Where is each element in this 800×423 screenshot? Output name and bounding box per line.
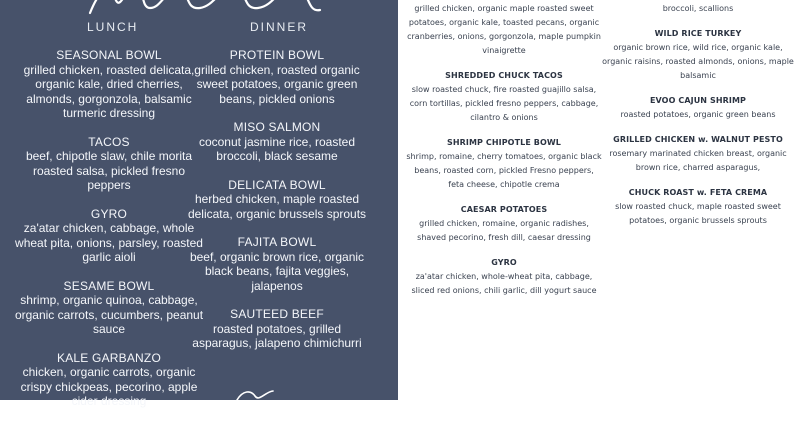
menu-item: [14, 135, 204, 193]
menu-item: [600, 188, 796, 228]
item-name: CHUCK ROAST w. FETA CREMA: [628, 188, 768, 197]
item-description: slow roasted chuck, maple roasted sweet potatoes, organic brussels sprouts: [615, 202, 781, 225]
item-description: grilled chicken, roasted organic sweet potatoes, organic green beans, pickled onions: [194, 62, 360, 106]
menu-item: [600, 96, 796, 122]
right-column-b: [600, 2, 796, 241]
lunch-column: [14, 48, 204, 423]
item-name: SESAME BOWL: [63, 278, 155, 293]
menu-item: [14, 351, 204, 409]
item-description: za'atar chicken, cabbage, whole wheat pita, onions, parsley, roasted garlic aioli: [15, 221, 203, 264]
item-name: TACOS: [88, 134, 130, 149]
item-name: DELICATA BOWL: [228, 177, 326, 192]
item-description: grilled chicken, roasted delicata, organic kale, dried cherries, almonds, gorgonzola, balsamic turmeric dressing: [23, 62, 195, 120]
menu-item: [182, 307, 372, 351]
item-name: CAESAR POTATOES: [460, 205, 548, 214]
menu-script-logo: [70, 0, 350, 18]
item-description: herbed chicken, maple roasted delicata, organic brussels sprouts: [187, 192, 367, 221]
dark-menu-panel: [0, 0, 398, 408]
menu-script-lettering-graphic: [70, 0, 350, 18]
item-description: roasted potatoes, organic green beans: [620, 110, 776, 119]
menu-item: [406, 258, 602, 298]
item-description: beef, organic brown rice, organic black beans, fajita veggies, jalapenos: [189, 249, 365, 293]
menu-item: [182, 120, 372, 164]
item-name: EVOO CAJUN SHRIMP: [649, 96, 747, 105]
menu-item: [406, 138, 602, 192]
script-flourish-graphic: [235, 388, 275, 402]
item-name: GYRO: [491, 258, 517, 267]
menu-item: [182, 178, 372, 222]
right-column-a: [406, 2, 602, 311]
item-description: roasted potatoes, grilled asparagus, jalapeno chimichurri: [192, 321, 362, 350]
item-description: rosemary marinated chicken breast, organic brown rice, charred asparagus,: [609, 149, 787, 172]
item-name: GYRO: [90, 206, 128, 221]
item-name: WILD RICE TURKEY: [654, 29, 742, 38]
item-description: organic brown rice, wild rice, organic kale, organic raisins, roasted almonds, onions, maple balsamic: [602, 43, 794, 80]
menu-item: [14, 279, 204, 337]
menu-item: [14, 207, 204, 265]
item-name: PROTEIN BOWL: [229, 48, 325, 62]
menu-item: [182, 48, 372, 106]
item-name: GRILLED CHICKEN w. WALNUT PESTO: [613, 135, 783, 144]
menu-item: [406, 2, 602, 58]
item-description: chicken, organic carrots, organic crispy chickpeas, pecorino, apple cider dressing: [20, 365, 198, 408]
menu-item: [406, 205, 602, 245]
item-description: shrimp, romaine, cherry tomatoes, organic black beans, roasted corn, pickled Fresno peppers, feta cheese, chipotle crema: [406, 152, 602, 189]
item-description: grilled chicken, romaine, organic radishes, shaved pecorino, fresh dill, caesar dressing: [417, 219, 591, 242]
menu-item: [182, 235, 372, 293]
item-description: slow roasted chuck, fire roasted guajillo salsa, corn tortillas, pickled fresno peppers, cabbage, cilantro & onions: [409, 85, 599, 122]
menu-item: [14, 48, 204, 121]
item-name: FAJITA BOWL: [237, 235, 317, 249]
menu-item: [600, 135, 796, 175]
menu-item: [600, 2, 796, 16]
menu-item: [406, 71, 602, 125]
dinner-column: [182, 48, 372, 365]
item-description: beef, chipotle slaw, chile morita roasted salsa, pickled fresno peppers: [25, 149, 193, 192]
item-description: za'atar chicken, whole-wheat pita, cabbage, sliced red onions, chili garlic, dill yogurt sauce: [411, 272, 597, 295]
menu-item: [600, 29, 796, 83]
item-name: SHREDDED CHUCK TACOS: [445, 71, 563, 80]
item-name: SEASONAL BOWL: [56, 48, 162, 62]
light-menu-panel: [398, 0, 800, 400]
lunch-header: LUNCH: [87, 20, 139, 34]
item-description: shrimp, organic quinoa, cabbage, organic carrots, cucumbers, peanut sauce: [14, 293, 204, 336]
item-description: broccoli, scallions: [662, 4, 734, 13]
item-description: coconut jasmine rice, roasted broccoli, black sesame: [198, 134, 356, 163]
item-description: grilled chicken, organic maple roasted sweet potatoes, organic kale, toasted pecans, organic cranberries, onions, gorgonzola, maple pumpkin vinaigrette: [407, 4, 601, 55]
item-name: MISO SALMON: [233, 120, 321, 134]
item-name: SHRIMP CHIPOTLE BOWL: [446, 138, 562, 147]
dinner-header: DINNER: [250, 20, 309, 34]
item-name: SAUTEED BEEF: [230, 307, 324, 321]
item-name: KALE GARBANZO: [57, 350, 161, 365]
